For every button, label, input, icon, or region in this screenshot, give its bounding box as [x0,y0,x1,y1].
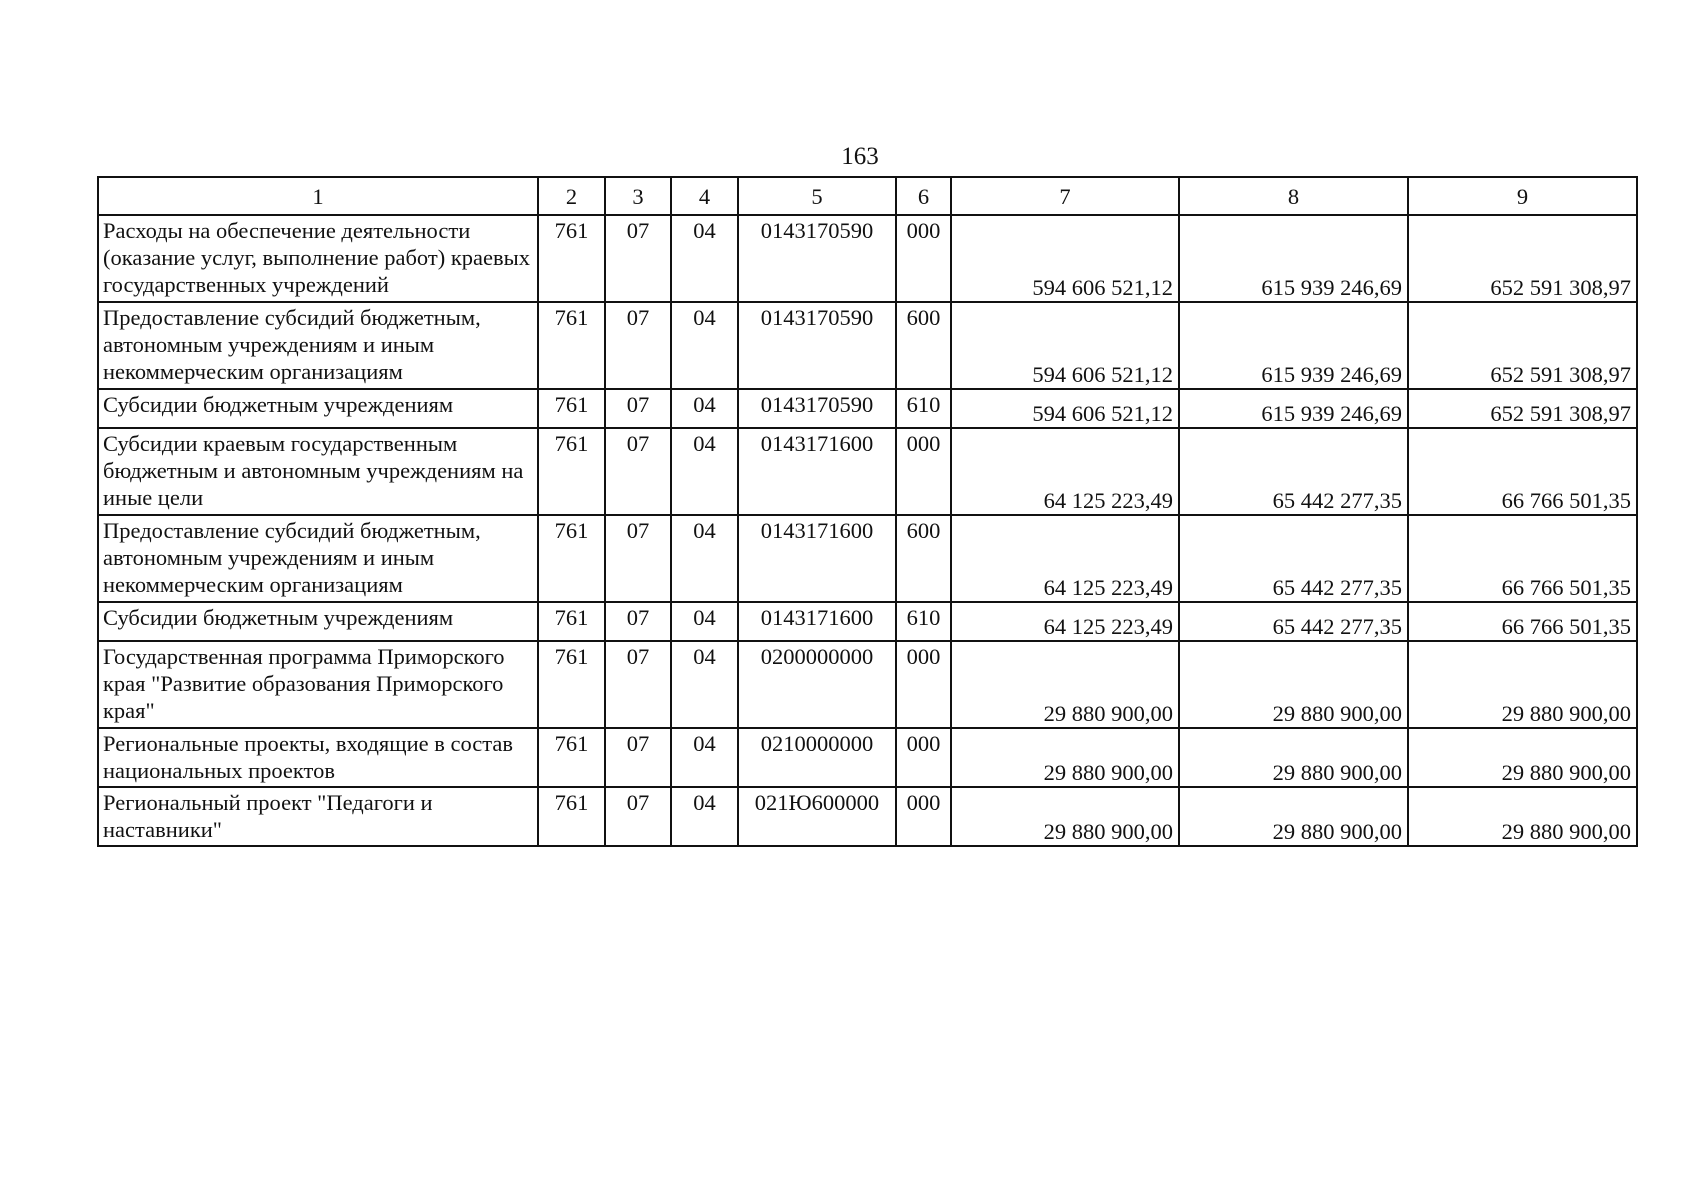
row-amount-8: 65 442 277,35 [1179,515,1408,602]
row-code-4: 04 [671,787,738,846]
row-code-4: 04 [671,428,738,515]
row-code-5: 0210000000 [738,728,896,787]
row-code-2: 761 [538,728,605,787]
row-code-4: 04 [671,641,738,728]
row-code-3: 07 [605,602,671,641]
row-code-3: 07 [605,641,671,728]
row-amount-8: 29 880 900,00 [1179,641,1408,728]
row-code-5: 0143171600 [738,515,896,602]
table-row [98,728,1637,787]
row-code-4: 04 [671,215,738,302]
row-amount-8: 615 939 246,69 [1179,389,1408,428]
row-code-2: 761 [538,787,605,846]
row-code-6: 000 [896,428,951,515]
row-code-4: 04 [671,515,738,602]
row-amount-8: 65 442 277,35 [1179,602,1408,641]
column-header: 3 [605,177,671,215]
row-code-5: 021Ю600000 [738,787,896,846]
row-code-3: 07 [605,428,671,515]
row-name: Предоставление субсидий бюджетным, автономным учреждениям и иным некоммерческим организациям [98,302,538,389]
column-header: 6 [896,177,951,215]
row-amount-9: 66 766 501,35 [1408,602,1637,641]
table-header-row [98,177,1637,215]
row-code-3: 07 [605,515,671,602]
table-row [98,215,1637,302]
row-code-6: 000 [896,787,951,846]
row-name: Региональные проекты, входящие в состав национальных проектов [98,728,538,787]
row-amount-7: 594 606 521,12 [951,389,1179,428]
row-name: Субсидии краевым государственным бюджетным и автономным учреждениям на иные цели [98,428,538,515]
row-code-2: 761 [538,302,605,389]
row-code-6: 610 [896,389,951,428]
row-amount-7: 64 125 223,49 [951,602,1179,641]
row-code-2: 761 [538,428,605,515]
row-amount-9: 29 880 900,00 [1408,641,1637,728]
column-header: 7 [951,177,1179,215]
row-amount-8: 29 880 900,00 [1179,728,1408,787]
row-code-5: 0143171600 [738,602,896,641]
row-amount-9: 652 591 308,97 [1408,215,1637,302]
row-code-3: 07 [605,389,671,428]
table-row [98,641,1637,728]
column-header: 1 [98,177,538,215]
row-code-4: 04 [671,302,738,389]
row-name: Субсидии бюджетным учреждениям [98,602,538,641]
row-name: Субсидии бюджетным учреждениям [98,389,538,428]
row-amount-7: 29 880 900,00 [951,787,1179,846]
row-code-6: 000 [896,641,951,728]
row-code-3: 07 [605,728,671,787]
row-amount-7: 29 880 900,00 [951,641,1179,728]
row-amount-7: 64 125 223,49 [951,515,1179,602]
row-code-4: 04 [671,728,738,787]
row-amount-8: 615 939 246,69 [1179,302,1408,389]
table-row [98,787,1637,846]
row-code-3: 07 [605,787,671,846]
row-code-6: 000 [896,728,951,787]
column-header: 9 [1408,177,1637,215]
row-amount-9: 29 880 900,00 [1408,728,1637,787]
row-amount-9: 66 766 501,35 [1408,515,1637,602]
row-code-3: 07 [605,302,671,389]
row-code-5: 0143170590 [738,302,896,389]
row-code-2: 761 [538,389,605,428]
row-code-2: 761 [538,515,605,602]
row-name: Региональный проект "Педагоги и наставники" [98,787,538,846]
row-amount-9: 652 591 308,97 [1408,389,1637,428]
table-row [98,602,1637,641]
row-code-4: 04 [671,602,738,641]
row-code-6: 000 [896,215,951,302]
row-amount-9: 652 591 308,97 [1408,302,1637,389]
row-amount-7: 594 606 521,12 [951,302,1179,389]
row-code-5: 0200000000 [738,641,896,728]
row-amount-9: 29 880 900,00 [1408,787,1637,846]
row-code-4: 04 [671,389,738,428]
column-header: 5 [738,177,896,215]
row-code-2: 761 [538,215,605,302]
row-name: Государственная программа Приморского края "Развитие образования Приморского края" [98,641,538,728]
row-amount-8: 29 880 900,00 [1179,787,1408,846]
row-code-6: 610 [896,602,951,641]
column-header: 4 [671,177,738,215]
column-header: 2 [538,177,605,215]
row-amount-8: 65 442 277,35 [1179,428,1408,515]
row-name: Предоставление субсидий бюджетным, автономным учреждениям и иным некоммерческим организациям [98,515,538,602]
row-amount-9: 66 766 501,35 [1408,428,1637,515]
table-row [98,428,1637,515]
row-code-2: 761 [538,641,605,728]
row-code-5: 0143170590 [738,389,896,428]
row-amount-7: 29 880 900,00 [951,728,1179,787]
row-code-3: 07 [605,215,671,302]
table-row [98,515,1637,602]
row-amount-7: 594 606 521,12 [951,215,1179,302]
page-number: 163 [841,143,879,170]
row-code-6: 600 [896,302,951,389]
row-code-5: 0143171600 [738,428,896,515]
row-amount-7: 64 125 223,49 [951,428,1179,515]
row-code-2: 761 [538,602,605,641]
table-row [98,389,1637,428]
row-code-6: 600 [896,515,951,602]
budget-table [97,176,1638,847]
row-amount-8: 615 939 246,69 [1179,215,1408,302]
row-name: Расходы на обеспечение деятельности (оказание услуг, выполнение работ) краевых государственных учреждений [98,215,538,302]
table-row [98,302,1637,389]
column-header: 8 [1179,177,1408,215]
row-code-5: 0143170590 [738,215,896,302]
